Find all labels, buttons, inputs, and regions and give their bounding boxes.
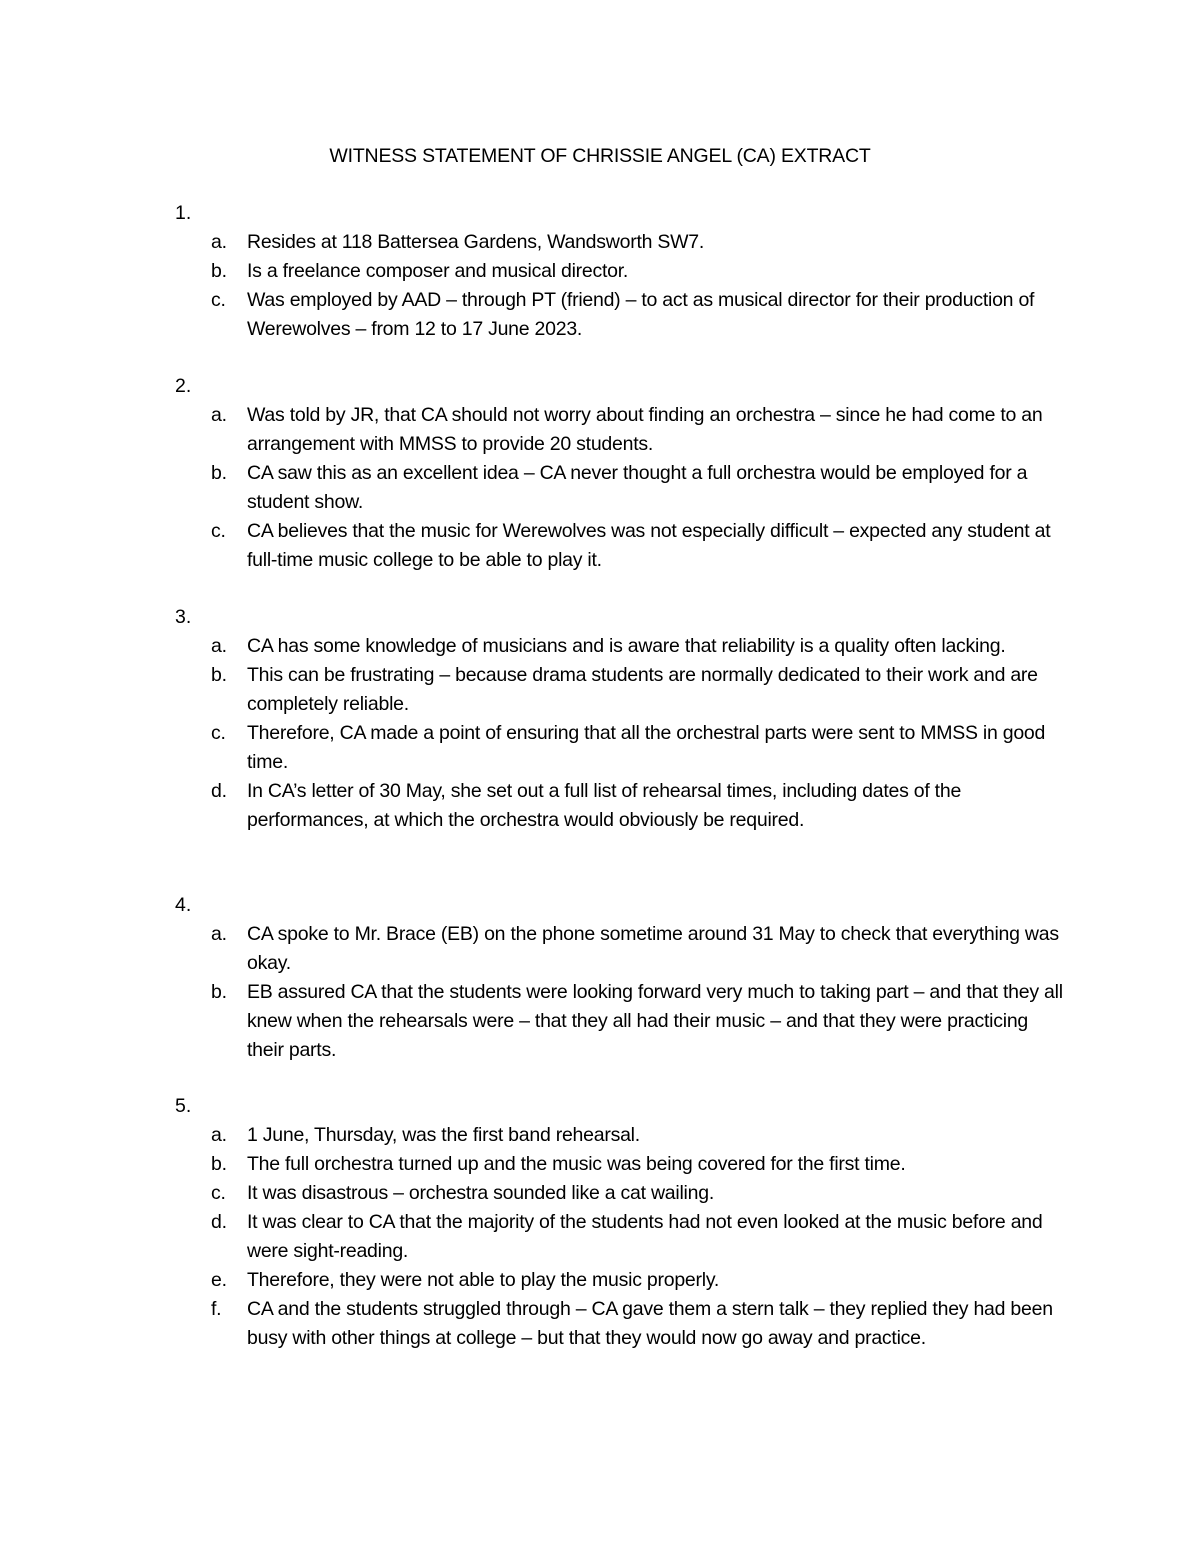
item-letter: c.	[211, 1182, 226, 1204]
section-items	[175, 632, 1075, 835]
item-text: CA saw this as an excellent idea – CA never thought a full orchestra would be employed for a student show.	[247, 462, 1028, 513]
list-item	[175, 257, 1067, 286]
item-text: EB assured CA that the students were looking forward very much to taking part – and that they all knew when the rehearsals were – that they all had their music – and that they were practicing their parts.	[247, 981, 1063, 1061]
item-letter: a.	[211, 923, 227, 945]
list-item	[175, 401, 1067, 459]
section-items	[175, 920, 1075, 1065]
section-number: 1.	[175, 202, 192, 224]
item-text: Resides at 118 Battersea Gardens, Wandsworth SW7.	[247, 231, 705, 253]
list-item	[175, 286, 1067, 344]
item-text: CA believes that the music for Werewolves was not especially difficult – expected any student at full-time music college to be able to play it.	[247, 520, 1051, 571]
item-letter: b.	[211, 664, 227, 686]
list-item	[175, 632, 1067, 661]
section-number: 2.	[175, 375, 192, 397]
item-letter: a.	[211, 1124, 227, 1146]
item-text: This can be frustrating – because drama students are normally dedicated to their work and are completely reliable.	[247, 664, 1038, 715]
list-item	[175, 777, 1067, 835]
item-letter: c.	[211, 289, 226, 311]
list-item	[175, 517, 1067, 575]
item-text: Therefore, they were not able to play the music properly.	[247, 1269, 720, 1291]
item-text: The full orchestra turned up and the music was being covered for the first time.	[247, 1153, 906, 1175]
item-text: Therefore, CA made a point of ensuring that all the orchestral parts were sent to MMSS in good time.	[247, 722, 1046, 773]
item-letter: d.	[211, 780, 227, 802]
list-item	[175, 920, 1067, 978]
section-number: 5.	[175, 1095, 192, 1117]
item-text: CA spoke to Mr. Brace (EB) on the phone sometime around 31 May to check that everything was okay.	[247, 923, 1059, 974]
item-letter: f.	[211, 1298, 222, 1320]
item-letter: c.	[211, 722, 226, 744]
item-letter: b.	[211, 260, 227, 282]
section-number: 3.	[175, 606, 192, 628]
section-4	[175, 891, 1075, 1065]
item-letter: e.	[211, 1269, 227, 1291]
list-item	[175, 1266, 1067, 1295]
list-item	[175, 1295, 1067, 1353]
item-text: It was disastrous – orchestra sounded like a cat wailing.	[247, 1182, 714, 1204]
item-text: Was employed by AAD – through PT (friend) – to act as musical director for their production of Werewolves – from 12 to 17 June 2023.	[247, 289, 1035, 340]
list-item	[175, 719, 1067, 777]
item-letter: b.	[211, 462, 227, 484]
list-item	[175, 978, 1067, 1065]
list-item	[175, 661, 1067, 719]
item-text: CA and the students struggled through – CA gave them a stern talk – they replied they had been busy with other things at college – but that they would now go away and practice.	[247, 1298, 1053, 1349]
item-text: CA has some knowledge of musicians and is aware that reliability is a quality often lacking.	[247, 635, 1006, 657]
item-letter: a.	[211, 231, 227, 253]
item-letter: c.	[211, 520, 226, 542]
item-letter: b.	[211, 981, 227, 1003]
list-item	[175, 1150, 1067, 1179]
item-letter: a.	[211, 404, 227, 426]
document-title: WITNESS STATEMENT OF CHRISSIE ANGEL (CA) EXTRACT	[329, 145, 871, 167]
item-text: 1 June, Thursday, was the first band rehearsal.	[247, 1124, 640, 1146]
list-item	[175, 459, 1067, 517]
list-item	[175, 1179, 1067, 1208]
list-item	[175, 228, 1067, 257]
list-item	[175, 1121, 1067, 1150]
item-text: Was told by JR, that CA should not worry about finding an orchestra – since he had come to an arrangement with MMSS to provide 20 students.	[247, 404, 1043, 455]
section-items	[175, 228, 1075, 344]
item-letter: a.	[211, 635, 227, 657]
section-number: 4.	[175, 894, 192, 916]
section-2	[175, 372, 1075, 575]
item-text: It was clear to CA that the majority of the students had not even looked at the music before and were sight-reading.	[247, 1211, 1043, 1262]
section-items	[175, 1121, 1075, 1353]
section-5	[175, 1092, 1075, 1353]
item-text: In CA’s letter of 30 May, she set out a full list of rehearsal times, including dates of the performances, at which the orchestra would obviously be required.	[247, 780, 962, 831]
section-3	[175, 603, 1075, 835]
item-text: Is a freelance composer and musical director.	[247, 260, 629, 282]
item-letter: d.	[211, 1211, 227, 1233]
item-letter: b.	[211, 1153, 227, 1175]
section-items	[175, 401, 1075, 575]
list-item	[175, 1208, 1067, 1266]
section-1	[175, 199, 1075, 344]
